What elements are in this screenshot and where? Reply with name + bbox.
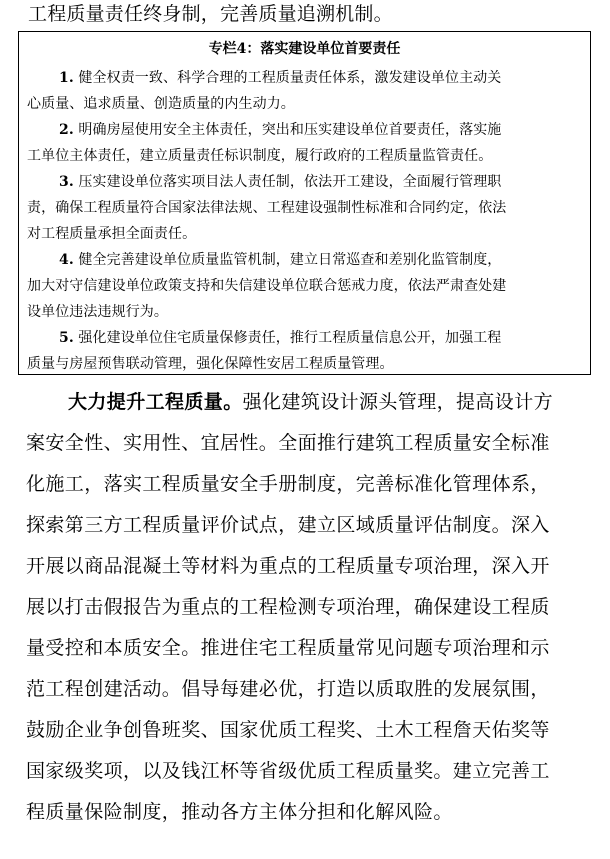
- item-text-line: 对工程质量承担全面责任。: [27, 226, 197, 242]
- item-text-line: 压实建设单位落实项目法人责任制，依法开工建设，全面履行管理职: [78, 174, 502, 190]
- item-text-line: 设单位违法违规行为。: [27, 304, 168, 320]
- paragraph-line: 量受控和本质安全。推进住宅工程质量常见问题专项治理和示: [26, 637, 550, 659]
- sidebar-box-column-4: [18, 31, 591, 375]
- item-text-line: 工单位主体责任，建立质量责任标识制度，履行政府的工程质量监管责任。: [27, 148, 493, 164]
- item-text-line: 健全完善建设单位质量监管机制，建立日常巡查和差别化监管制度，: [78, 252, 502, 268]
- paragraph-line: 强化建筑设计源头管理，提高设计方: [242, 391, 554, 413]
- paragraph-line: 开展以商品混凝土等材料为重点的工程质量专项治理，深入开: [26, 555, 550, 577]
- paragraph-line: 化施工，落实工程质量安全手册制度，完善标准化管理体系，: [26, 473, 550, 495]
- box-item-1: [19, 65, 590, 117]
- paragraph-line: 范工程创建活动。倡导每建必优，打造以质取胜的发展氛围，: [26, 678, 550, 700]
- item-text-line: 强化建设单位住宅质量保修责任，推行工程质量信息公开，加强工程: [78, 330, 502, 346]
- item-text-line: 责，确保工程质量符合国家法律法规、工程建设强制性标准和合同约定，依法: [27, 200, 507, 216]
- item-number: 5.: [59, 330, 74, 346]
- item-number: 4.: [59, 252, 74, 268]
- paragraph-line: 案安全性、实用性、宜居性。全面推行建筑工程质量安全标准: [26, 432, 550, 454]
- paragraph-heading: 大力提升工程质量。: [68, 391, 243, 413]
- item-text-line: 心质量、追求质量、创造质量的内生动力。: [27, 96, 295, 112]
- box-item-2: [19, 117, 590, 169]
- box-title: 专栏4：落实建设单位首要责任: [208, 41, 401, 57]
- item-text-line: 质量与房屋预售联动管理，强化保障性安居工程质量管理。: [27, 356, 394, 372]
- item-text-line: 明确房屋使用安全主体责任，突出和压实建设单位首要责任，落实施: [78, 122, 502, 138]
- item-text-line: 健全权责一致、科学合理的工程质量责任体系，激发建设单位主动关: [78, 70, 502, 86]
- item-number: 2.: [59, 122, 74, 138]
- paragraph-line: 探索第三方工程质量评价试点，建立区域质量评估制度。深入: [26, 514, 550, 536]
- paragraph-line: 鼓励企业争创鲁班奖、国家优质工程奖、土木工程詹天佑奖等: [26, 719, 550, 741]
- main-paragraph: [26, 382, 601, 833]
- preceding-paragraph-tail: 工程质量责任终身制，完善质量追溯机制。: [28, 3, 393, 25]
- item-number: 3.: [59, 174, 74, 190]
- box-item-5: [19, 325, 590, 377]
- item-number: 1.: [59, 70, 74, 86]
- paragraph-line: 国家级奖项，以及钱江杯等省级优质工程质量奖。建立完善工: [26, 760, 550, 782]
- item-text-line: 加大对守信建设单位政策支持和失信建设单位联合惩戒力度，依法严肃查处建: [27, 278, 507, 294]
- box-item-3: [19, 169, 590, 247]
- paragraph-line: 程质量保险制度，推动各方主体分担和化解风险。: [26, 801, 453, 823]
- paragraph-line: 展以打击假报告为重点的工程检测专项治理，确保建设工程质: [26, 596, 550, 618]
- box-item-4: [19, 247, 590, 325]
